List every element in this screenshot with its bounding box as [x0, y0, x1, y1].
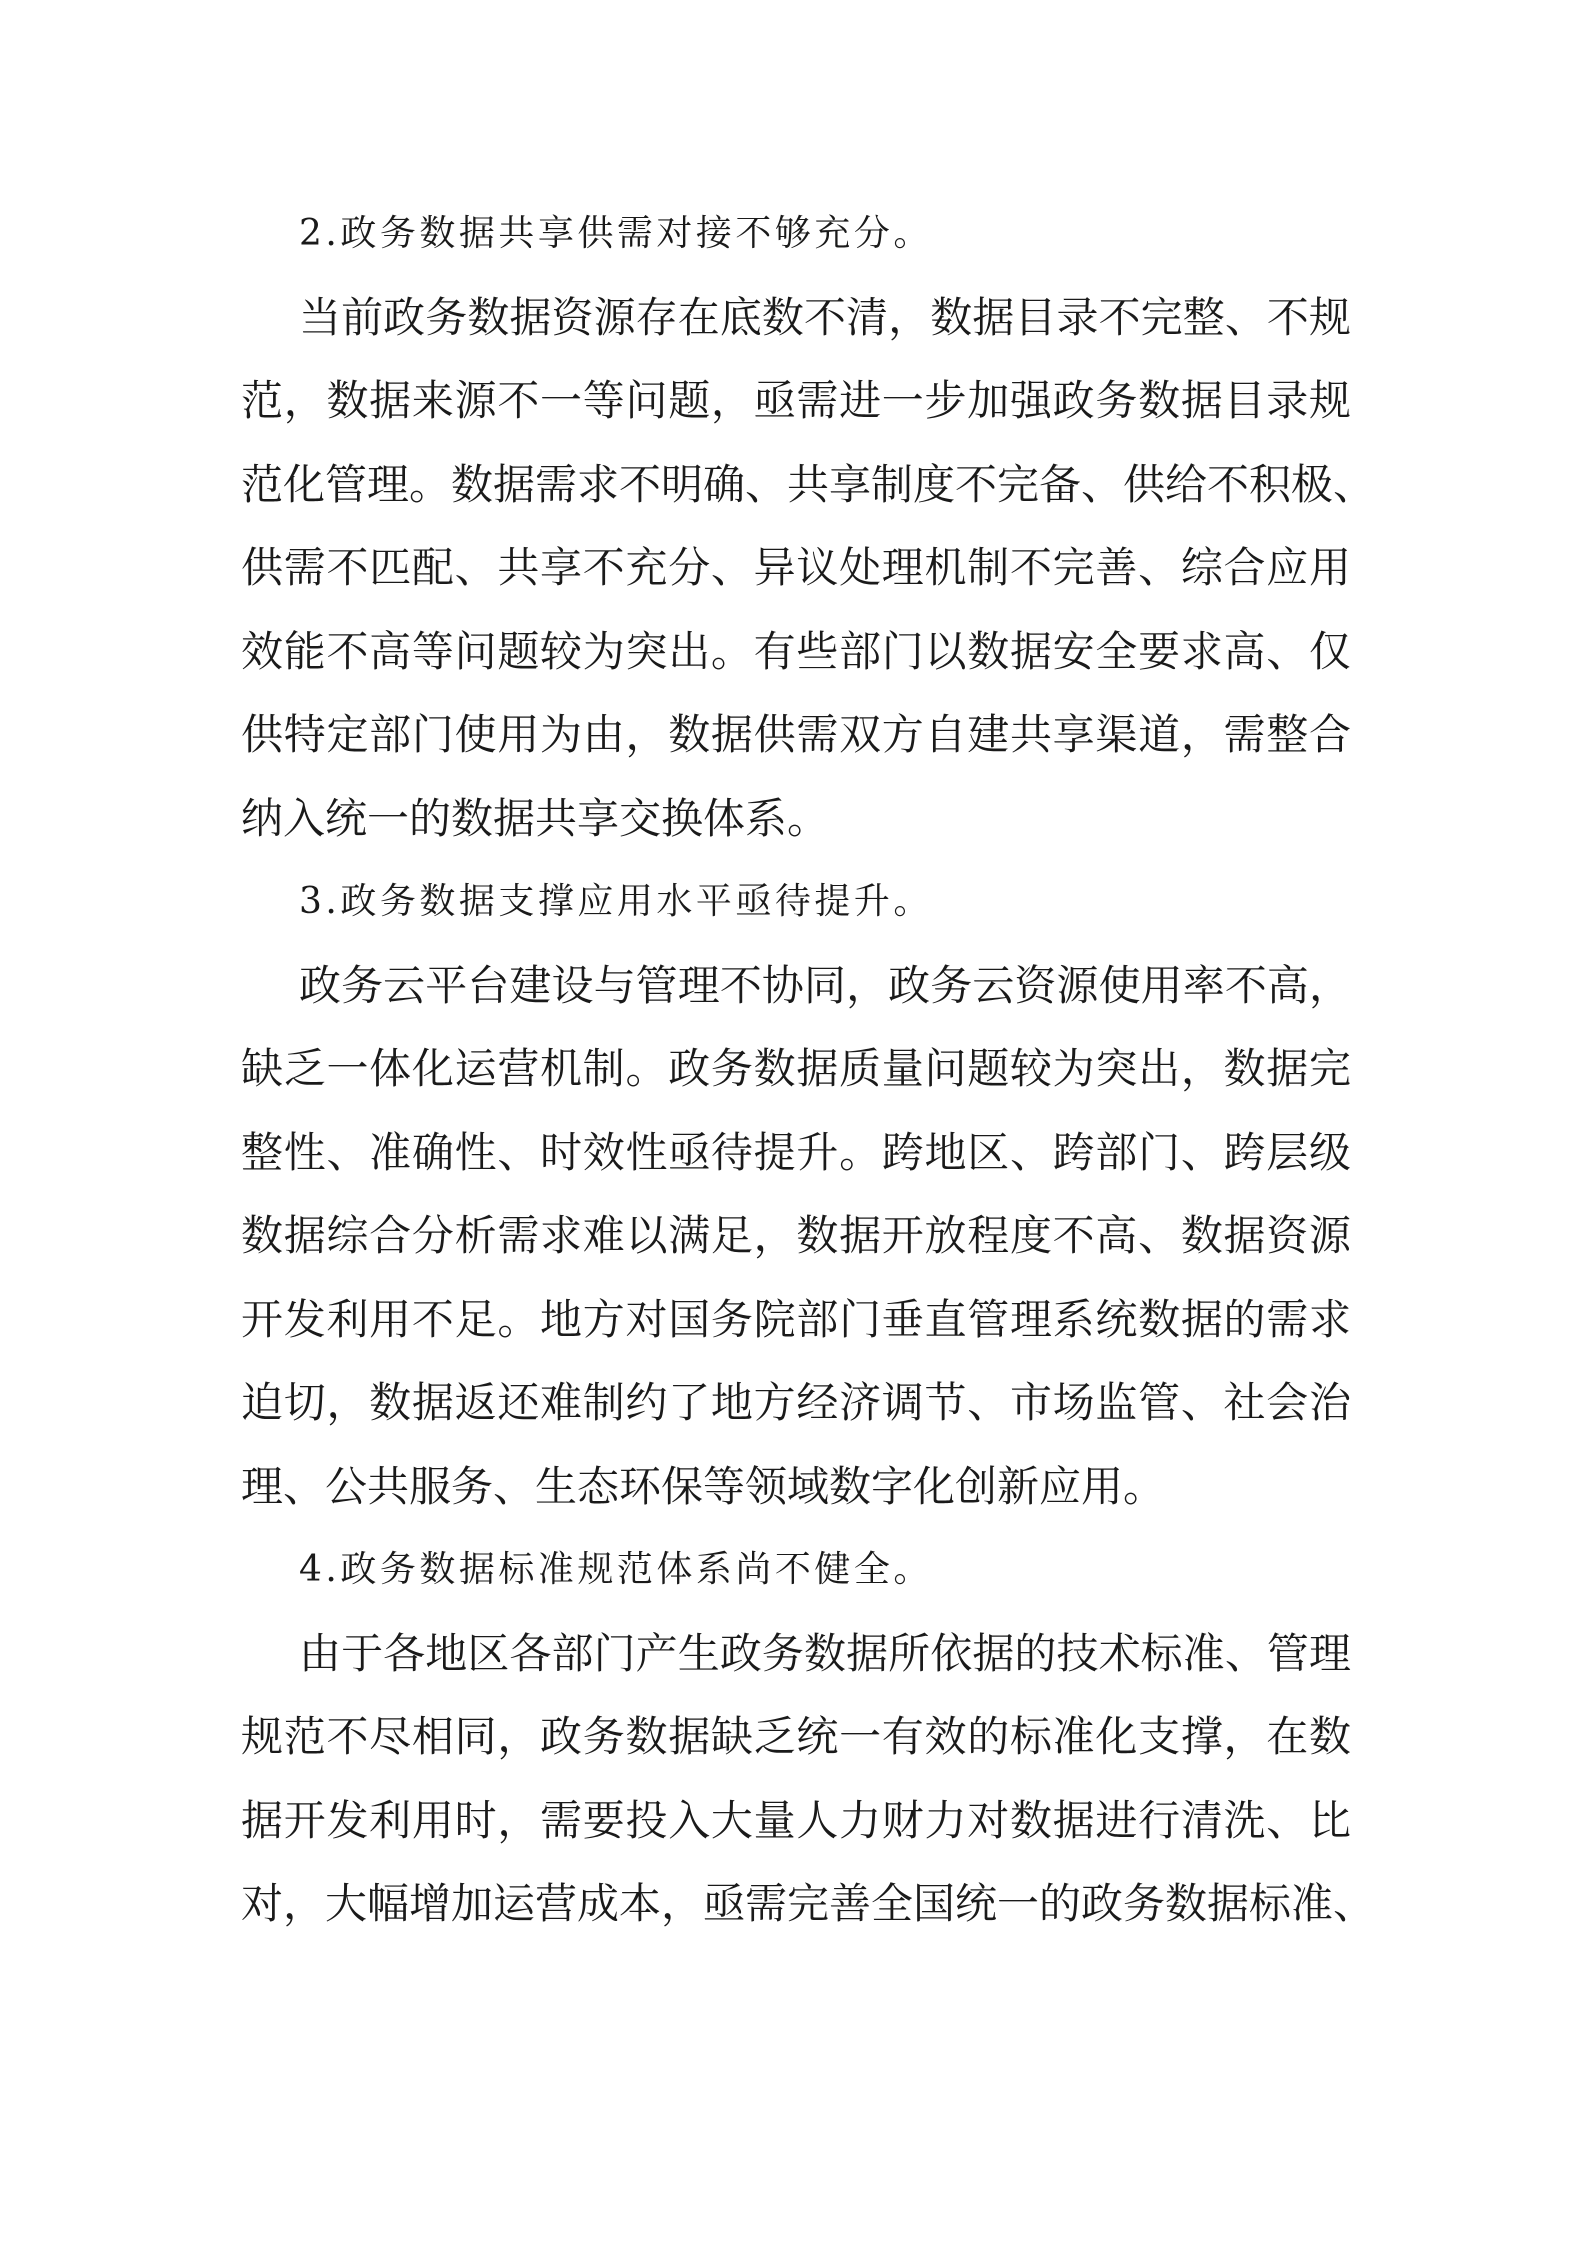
paragraph-line: 供需不匹配、共享不充分、异议处理机制不完善、综合应用 — [241, 543, 1351, 592]
paragraph-line: 范化管理。数据需求不明确、共享制度不完备、供给不积极、 — [241, 459, 1376, 509]
paragraph-line: 开发利用不足。地方对国务院部门垂直管理系统数据的需求 — [241, 1294, 1351, 1344]
paragraph-line: 数据综合分析需求难以满足，数据开放程度不高、数据资源 — [241, 1211, 1351, 1260]
paragraph-line: 理、公共服务、生态环保等领域数字化创新应用。 — [241, 1461, 1166, 1511]
paragraph-line: 由于各地区各部门产生政务数据所依据的技术标准、管理 — [299, 1628, 1351, 1678]
paragraph-line: 当前政务数据资源存在底数不清，数据目录不完整、不规 — [299, 292, 1351, 342]
paragraph-line: 范，数据来源不一等问题，亟需进一步加强政务数据目录规 — [241, 376, 1351, 425]
paragraph-line: 对，大幅增加运营成本，亟需完善全国统一的政务数据标准、 — [241, 1879, 1376, 1928]
paragraph-line: 供特定部门使用为由，数据供需双方自建共享渠道，需整合 — [241, 710, 1351, 759]
section-heading: 3.政务数据支撑应用水平亟待提升。 — [299, 881, 933, 922]
paragraph-line: 迫切，数据返还难制约了地方经济调节、市场监管、社会治 — [241, 1378, 1351, 1427]
paragraph-line: 政务云平台建设与管理不协同，政务云资源使用率不高， — [299, 960, 1351, 1010]
paragraph-line: 纳入统一的数据共享交换体系。 — [241, 793, 830, 843]
section-heading: 4.政务数据标准规范体系尚不健全。 — [299, 1549, 933, 1590]
paragraph-line: 整性、准确性、时效性亟待提升。跨地区、跨部门、跨层级 — [241, 1127, 1351, 1177]
paragraph-line: 缺乏一体化运营机制。政务数据质量问题较为突出，数据完 — [241, 1044, 1351, 1093]
paragraph-line: 效能不高等问题较为突出。有些部门以数据安全要求高、仅 — [241, 626, 1351, 676]
section-heading: 2.政务数据共享供需对接不够充分。 — [299, 213, 933, 254]
paragraph-line: 据开发利用时，需要投入大量人力财力对数据进行清洗、比 — [241, 1795, 1351, 1845]
paragraph-line: 规范不尽相同，政务数据缺乏统一有效的标准化支撑，在数 — [241, 1712, 1351, 1761]
